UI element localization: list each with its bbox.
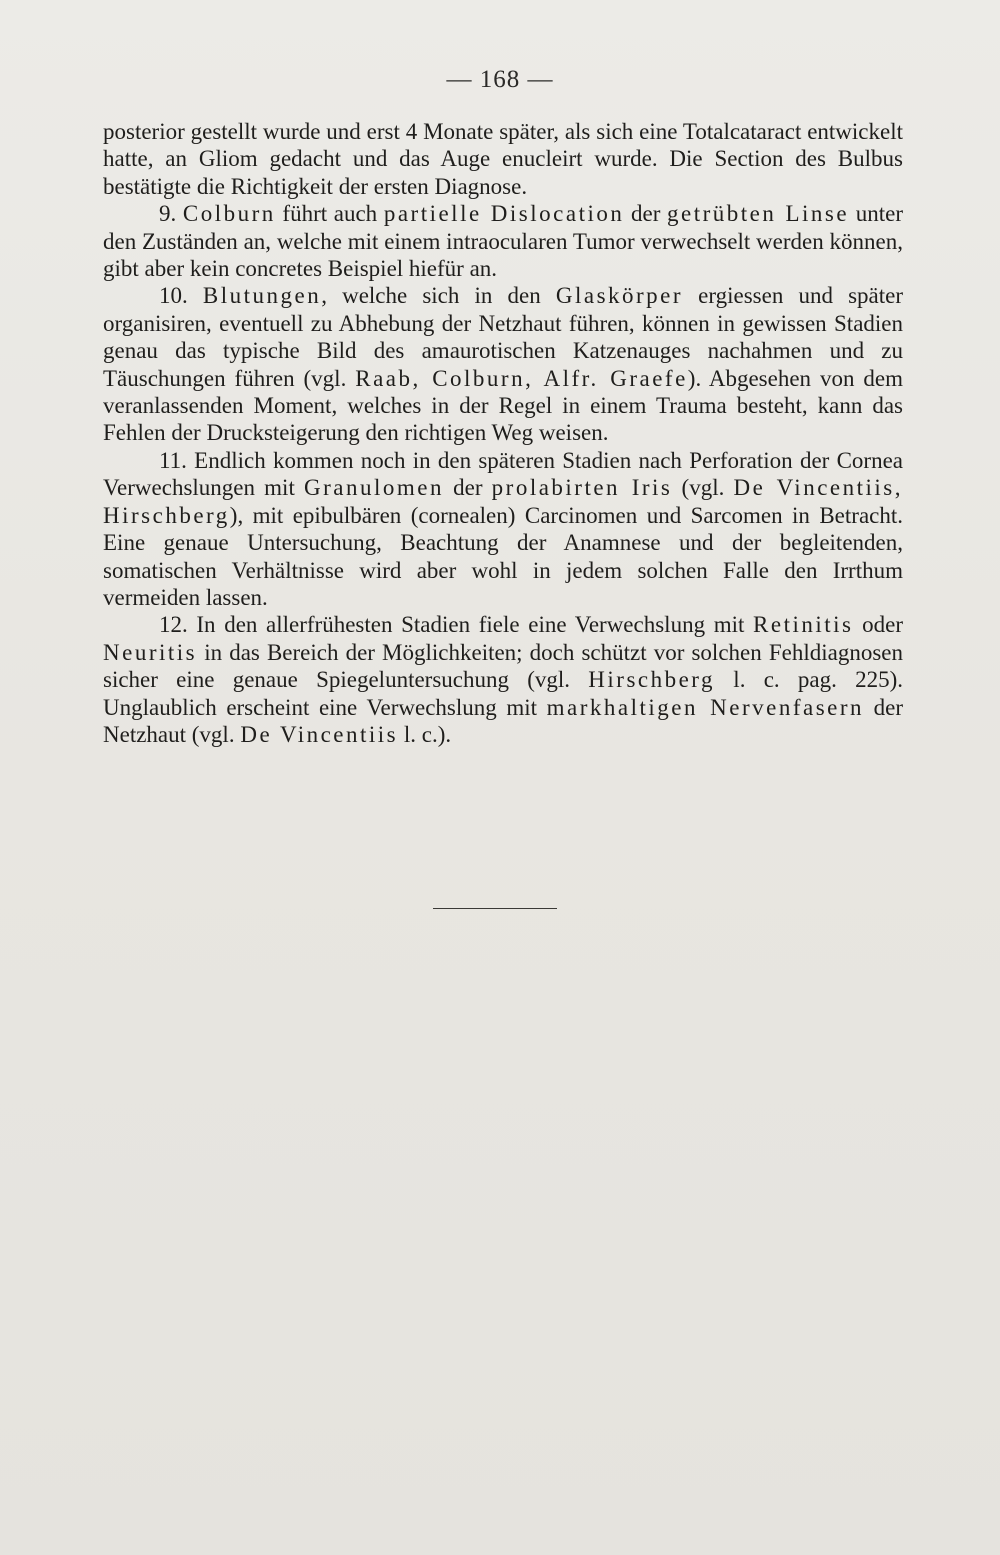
text-run: (vgl. [672, 475, 734, 501]
spaced-name: Blutungen [202, 283, 322, 309]
spaced-name: getrübten Linse [667, 201, 850, 227]
spaced-name: Raab, Colburn, Alfr. Graefe [355, 365, 688, 391]
text-run: der [624, 201, 667, 227]
text-run: führt auch [275, 201, 384, 227]
spaced-name: Retinitis [753, 612, 854, 638]
spaced-name: Granulomen [304, 475, 444, 501]
text-run: ). Abgesehen von dem veranlassenden Moment, welches in der Regel in einem Trauma besteht, kann das Fehlen der Drucksteigerung den richtigen Weg weisen. [103, 365, 903, 446]
text-run: der Netzhaut (vgl. [103, 694, 904, 747]
spaced-name: markhaltigen Nervenfasern [546, 694, 865, 720]
text-run: der [443, 475, 492, 501]
page-number: — 168 — [446, 66, 554, 93]
text-run: in das Bereich der Möglichkeiten; doch schützt vor solchen Fehldiagnosen sicher eine genaue Spiegeluntersuchung (vgl. [103, 639, 903, 693]
spaced-name: Hirschberg [588, 667, 716, 693]
body-text [103, 118, 903, 748]
text-run: unter den Zuständen an, welche mit einem intraocularen Tumor verwechselt werden können, gibt aber kein concretes Beispiel hiefür an. [103, 201, 903, 282]
spaced-name: Neuritis [103, 639, 198, 665]
paragraph-12 [103, 611, 903, 748]
section-end-rule [433, 908, 557, 909]
paragraph-continuation [103, 118, 903, 200]
spaced-name: Colburn [182, 201, 276, 227]
paragraph-11 [103, 447, 903, 611]
text-run: ergiessen und später organisiren, eventuell zu Abhebung der Netzhaut führen, können in gewissen Stadien genau das typische Bild des amaurotischen Katzenauges nachahmen und zu Täuschungen führen (vgl. [103, 283, 903, 391]
text-run: 11. Endlich kommen noch in den späteren Stadien nach Perforation der Cornea Verwechslungen mit [103, 447, 903, 501]
spaced-name: De Vincentiis [240, 721, 399, 747]
spaced-name: De Vincentiis, Hirschberg [103, 475, 903, 528]
spaced-name: Glaskörper [555, 283, 684, 309]
spaced-name: prolabirten Iris [491, 475, 673, 501]
text-run: oder [853, 612, 903, 638]
text-run: posterior gestellt wurde und erst 4 Monate später, als sich eine Totalcataract entwickelt hatte, an Gliom gedacht und das Auge enucleirt wurde. Die Section des Bulbus bestätigte die Richtigkeit der ersten Diagnose. [103, 119, 903, 199]
paragraph-9 [103, 200, 903, 282]
text-run: 9. [159, 201, 183, 227]
text-run: l. c. pag. 225). Unglaublich erscheint eine Verwechslung mit [103, 667, 904, 720]
spaced-name: partielle Dislocation [383, 201, 625, 227]
text-run: 12. In den allerfrühesten Stadien fiele eine Verwechslung mit [159, 612, 754, 638]
text-run: ), mit epibulbären (cornealen) Carcinomen und Sarcomen in Betracht. Eine genaue Untersuchung, Beachtung der Anamnese und der begleitenden, somatischen Verhältnisse wird aber wohl in jedem solchen Falle den Irrthum vermeiden lassen. [103, 502, 903, 610]
text-run: l. c.). [398, 721, 452, 747]
text-run: , welche sich in den [321, 283, 556, 309]
paragraph-10 [103, 282, 903, 446]
text-run: 10. [159, 283, 203, 309]
